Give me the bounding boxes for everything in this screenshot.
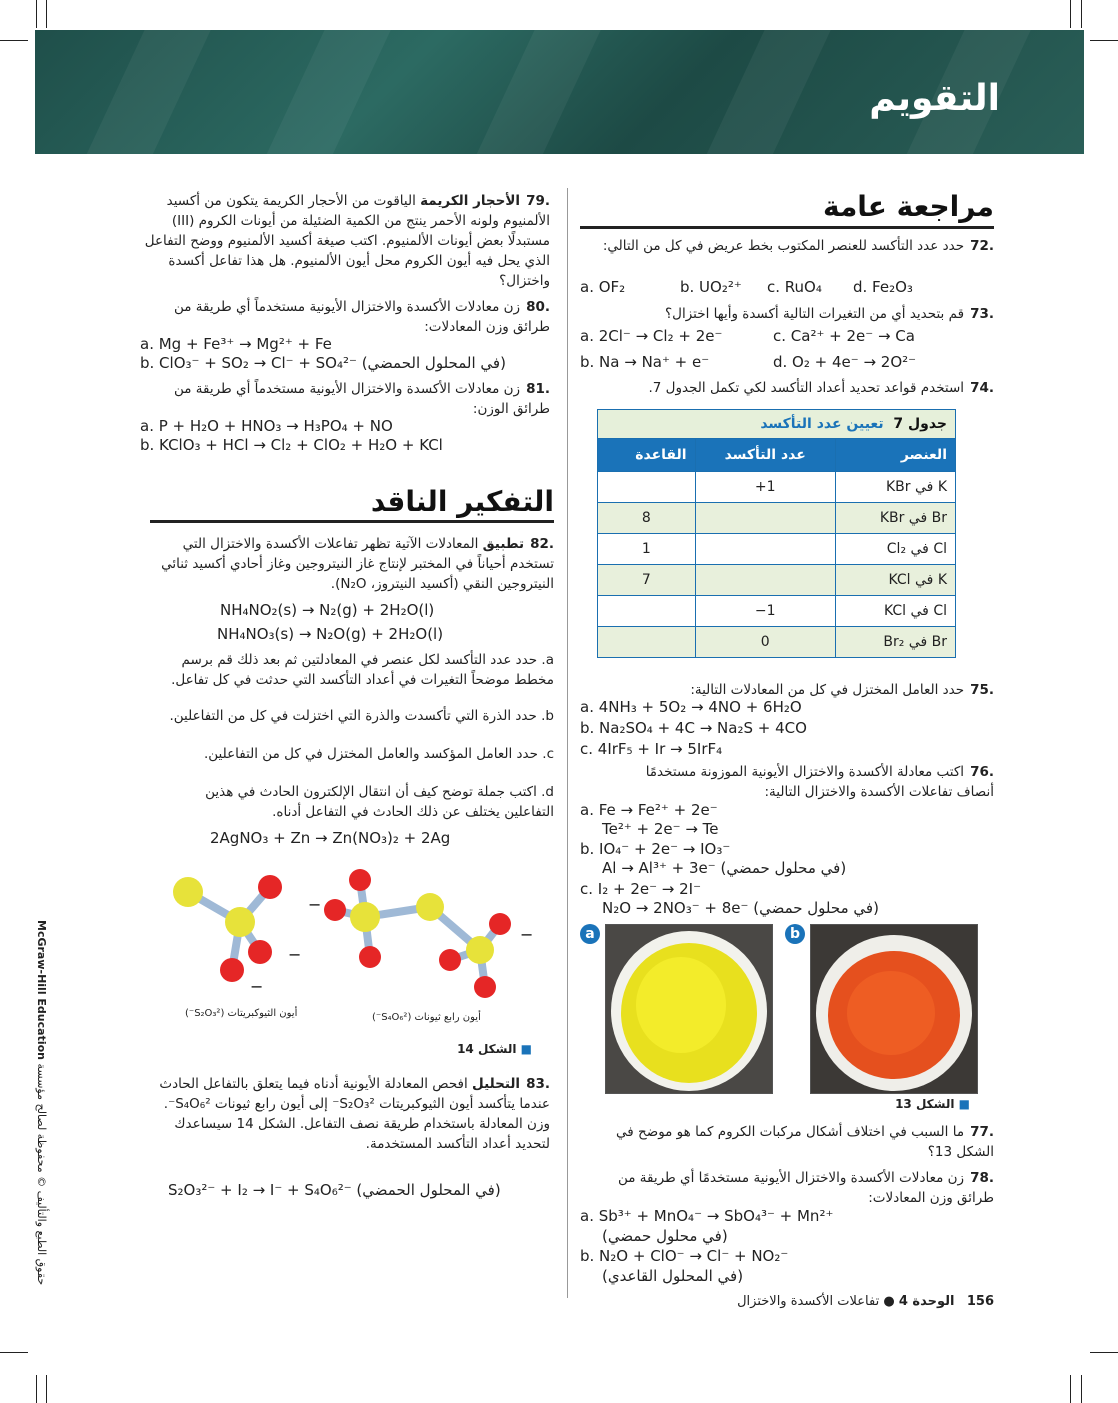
q75-option-b: b. Na₂SO₄ + 4C → Na₂S + 4CO [580,719,807,737]
q73-option-a: a. 2Cl⁻ → Cl₂ + 2e⁻ [580,327,723,345]
q75-option-c: c. 4IrF₅ + Ir → 5IrF₄ [580,740,723,758]
q78-option-b: b. N₂O + ClO⁻ → Cl⁻ + NO₂⁻ [580,1247,789,1265]
charge-label: − [288,945,302,964]
charge-label: − [250,977,264,996]
yellow-compound-photo [605,924,773,1094]
orange-compound-photo [810,924,978,1094]
figure-14-label-tetrathionate: أيون رابع ثيونات (S₄O₆²⁻) [372,1012,481,1023]
thiosulfate-model [173,875,282,982]
crop-mark [1070,1375,1071,1403]
q73-option-b: b. Na → Na⁺ + e⁻ [580,353,710,371]
yellow-powder-image [606,925,772,1093]
question-78: .78زن معادلات الأكسدة والاختزال الأيونية مستخدمًا أي طريقة من طرائق وزن المعادلات: [617,1170,994,1206]
crop-mark [1081,0,1082,28]
section-underline [580,226,994,229]
table-7 [597,409,956,658]
charge-label: − [520,925,534,944]
crop-mark [36,0,37,28]
page-footer: 156 الوحدة 4 ● تفاعلات الأكسدة والاختزال [737,1294,994,1309]
q73-option-c: c. Ca²⁺ + 2e⁻ → Ca [773,327,915,345]
q81-option-b: b. KClO₃ + HCl → Cl₂ + ClO₂ + H₂O + KCl [140,436,443,454]
crop-mark [36,1375,37,1403]
orange-powder-image [811,925,977,1093]
tetrathionate-model [324,869,511,998]
question-73: .73قم بتحديد أي من التغيرات التالية أكسدة وأيها اختزال؟ [664,306,994,322]
q75-option-a: a. 4NH₃ + 5O₂ → 4NO + 6H₂O [580,698,802,716]
chapter-header-title: التقويم [869,78,1000,119]
figure-14-caption: ■ الشكل 14 [457,1042,532,1056]
q82-equation-2: NH₄NO₃(s) → N₂O(g) + 2H₂O(l) [217,625,444,643]
q72-option-d: d. Fe₂O₃ [853,278,913,296]
figure-badge-a: a [580,924,600,944]
question-75: .75حدد العامل المختزل في كل من المعادلات التالية: [690,682,994,698]
crop-mark [1090,40,1118,41]
question-77: .77ما السبب في اختلاف أشكال مركبات الكروم كما هو موضح في الشكل 13؟ [616,1124,994,1160]
crop-mark [1090,1352,1118,1353]
q72-option-b: b. UO₂²⁺ [680,278,742,296]
q78-note-a: (في محلول حمضي) [602,1227,728,1245]
table-row: Cl في Cl₂ 1 [598,534,956,565]
q83-equation: S₂O₃²⁻ + I₂ → I⁻ + S₄O₆²⁻ (في المحلول الحمضي) [168,1181,501,1199]
table-caption: جدول 7 تعيين عدد التأكسد [598,410,956,439]
charge-label: − [308,895,322,914]
column-divider [567,188,568,1298]
q82-equation-3: 2AgNO₃ + Zn → Zn(NO₃)₂ + 2Ag [210,829,451,847]
figure-badge-b: b [785,924,805,944]
q82-part-d: d. اكتب جملة توضح كيف أن انتقال الإلكترون الحادث في هذين التفاعلين يختلف عن ذلك الحادث في التفاعل أدناه. [205,784,554,820]
table-header: العنصر [835,439,955,472]
section-title-general-review: مراجعة عامة [822,190,994,223]
q76-option-a1: a. Fe → Fe²⁺ + 2e⁻ [580,801,718,819]
q76-option-b2: Al → Al³⁺ + 3e⁻ (في محلول حمضي) [602,859,847,877]
crop-mark [0,1352,28,1353]
table-row: Cl في KCl −1 [598,596,956,627]
crop-mark [0,40,28,41]
question-80: .80زن معادلات الأكسدة والاختزال الأيونية مستخدماً أي طريقة من طرائق وزن المعادلات: [173,299,550,335]
figure-14-molecule-models [150,862,550,1032]
question-83: .83التحليل افحص المعادلة الأيونية أدناه فيما يتعلق بالتفاعل الحادث عندما يتأكسد أيون الثيوكبريتات S₂O₃²⁻ إلى أيون رابع ثيونات S₄O₆²⁻. وزن المعادلة باستخدام طريقة نصف التفاعل. الشكل 14 سيساعدك لتحديد أعداد التأكسد المستخدمة. [159,1076,550,1152]
q78-option-a: a. Sb³⁺ + MnO₄⁻ → SbO₄³⁻ + Mn²⁺ [580,1207,834,1225]
question-72: .72حدد عدد التأكسد للعنصر المكتوب بخط عريض في كل من التالي: [602,238,994,254]
table-header: القاعدة [598,439,696,472]
q72-option-c: c. RuO₄ [767,278,822,296]
q80-option-a: a. Mg + Fe³⁺ → Mg²⁺ + Fe [140,335,332,353]
question-82: .82تطبيق المعادلات الآتية تظهر تفاعلات الأكسدة والاختزال التي تستخدم أحياناً في المختبر لإنتاج غاز النيتروجين وغاز أحادي أكسيد ثنائي النيتروجين النقي (أكسيد النيتروز، N₂O). [161,536,554,592]
q82-part-a: a. حدد عدد التأكسد لكل عنصر في المعادلتين ثم بعد ذلك قم برسم مخطط موضحاً التغيرات في أعداد التأكسد التي حدثت في كل تفاعل. [171,652,554,688]
table-row: Br في Br₂ 0 [598,627,956,658]
q76-option-c1: c. I₂ + 2e⁻ → 2I⁻ [580,880,702,898]
table-row: K في KCl 7 [598,565,956,596]
crop-mark [1081,1375,1082,1403]
crop-mark [46,1375,47,1403]
question-74: .74استخدم قواعد تحديد أعداد التأكسد لكي تكمل الجدول 7. [648,380,994,396]
q76-option-c2: N₂O → 2NO₃⁻ + 8e⁻ (في محلول حمضي) [602,899,879,917]
q82-part-b: b. حدد الذرة التي تأكسدت والذرة التي اختزلت في كل من التفاعلين. [169,708,554,724]
crop-mark [1070,0,1071,28]
q81-option-a: a. P + H₂O + HNO₃ → H₃PO₄ + NO [140,417,393,435]
side-copyright-credit: حقوق الطبع والتأليف © محفوظة لصالح مؤسسة McGraw-Hill Education [35,920,48,1286]
question-76: .76اكتب معادلة الأكسدة والاختزال الأيونية الموزونة مستخدمًا أنصاف تفاعلات الأكسدة والاختزال التالية: [645,764,994,800]
table-header: عدد التأكسد [695,439,835,472]
table-row: Br في KBr 8 [598,503,956,534]
q78-note-b: (في المحلول القاعدي) [602,1267,744,1285]
q82-equation-1: NH₄NO₂(s) → N₂(g) + 2H₂O(l) [220,601,435,619]
q80-option-b: b. ClO₃⁻ + SO₂ → Cl⁻ + SO₄²⁻ (في المحلول الحمضي) [140,354,506,372]
figure-14-label-thiosulfate: أيون الثيوكبريتات (S₂O₃²⁻) [185,1008,298,1019]
question-79: .79الأحجار الكريمة الياقوت من الأحجار الكريمة يتكون من أكسيد الألمنيوم ولونه الأحمر ينتج من الكمية الضئيلة من أيونات الكروم (III) مستبدلًا بعض أيونات الألمنيوم. اكتب صيغة أكسيد الألمنيوم ووضح التفاعل الذي يحل فيه أيون الكروم محل أيون الألمنيوم. هل هذا تفاعل أكسدة واختزال؟ [144,193,550,289]
question-81: .81زن معادلات الأكسدة والاختزال الأيونية مستخدماً أي طريقة من طرائق الوزن: [173,381,550,417]
q82-part-c: c. حدد العامل المؤكسد والعامل المختزل في كل من التفاعلين. [203,746,554,762]
q72-option-a: a. OF₂ [580,278,626,296]
figure-13-caption: ■ الشكل 13 [895,1097,970,1111]
table-row: K في KBr +1 [598,472,956,503]
section-title-critical-thinking: التفكير الناقد [370,485,554,518]
q76-option-a2: Te²⁺ + 2e⁻ → Te [602,820,719,838]
q76-option-b1: b. IO₄⁻ + 2e⁻ → IO₃⁻ [580,840,731,858]
q73-option-d: d. O₂ + 4e⁻ → 2O²⁻ [773,353,917,371]
section-underline [150,520,554,523]
crop-mark [46,0,47,28]
